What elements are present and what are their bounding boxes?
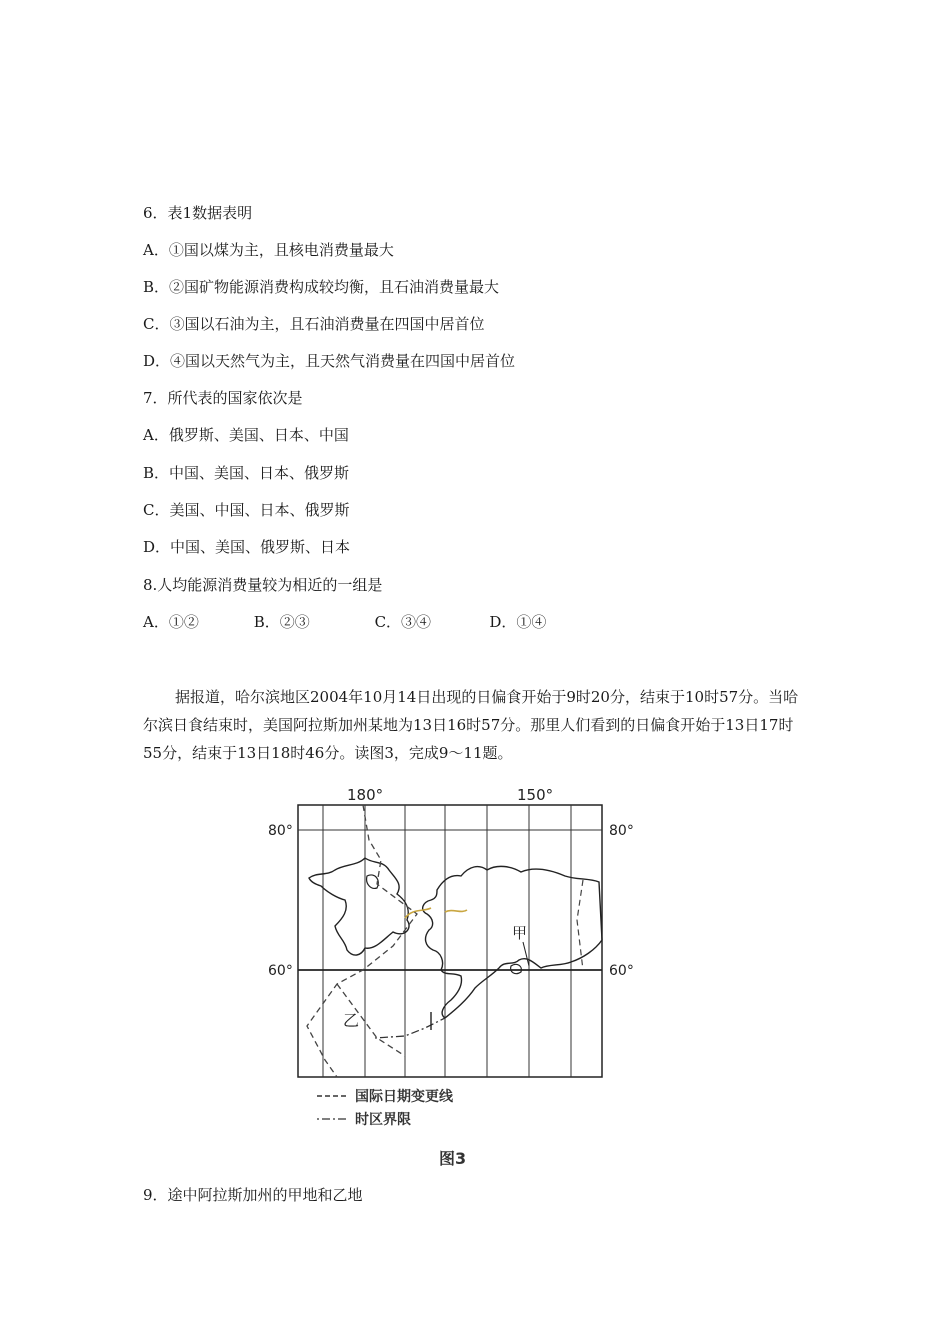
figure-3 [265, 780, 645, 1175]
map-figure [265, 780, 645, 1175]
legend-timezone-label: 时区界限 [355, 1112, 411, 1128]
lat-80-left-label: 80° [268, 823, 293, 839]
q7-option-d: D．中国、美国、俄罗斯、日本 [143, 538, 351, 556]
q6-option-d: D．④国以天然气为主，且天然气消费量在四国中居首位 [143, 352, 516, 370]
q7-stem: 7．所代表的国家依次是 [143, 389, 303, 407]
passage: 据报道，哈尔滨地区2004年10月14日出现的日偏食开始于9时20分，结束于10时57分。当哈尔滨日食结束时，美国阿拉斯加州某地为13日16时57分。那里人们看到的日偏食开始于13日17时55分，结束于13日18时46分。读图3，完成9～11题。 [143, 688, 799, 762]
q8-options [143, 612, 546, 632]
lon-180-label: 180° [347, 786, 384, 804]
lat-60-right-label: 60° [609, 963, 634, 979]
lat-80-right-label: 80° [609, 823, 634, 839]
place-yi-label: 乙 [343, 1011, 360, 1030]
q6-stem: 6．表1数据表明 [143, 204, 253, 222]
q7-option-a: A．俄罗斯、美国、日本、中国 [143, 426, 349, 444]
q8-option-d: D．①④ [489, 613, 547, 631]
lon-150-label: 150° [517, 786, 554, 804]
siberia-coast [309, 858, 409, 955]
q6-option-a: A．①国以煤为主，且核电消费量最大 [143, 241, 394, 259]
q8-option-a: A．①② [143, 613, 199, 631]
legend-dateline-label: 国际日期变更线 [355, 1089, 453, 1105]
q8-option-c: C．③④ [374, 613, 432, 631]
meridians [323, 805, 571, 1077]
q7-option-b: B．中国、美国、日本、俄罗斯 [143, 464, 350, 482]
q9-stem: 9．途中阿拉斯加州的甲地和乙地 [143, 1186, 363, 1204]
q6-option-b: B．②国矿物能源消费构成较均衡，且石油消费量最大 [143, 278, 500, 296]
timezone-boundary [375, 1018, 445, 1038]
q6-option-c: C．③国以石油为主，且石油消费量在四国中居首位 [143, 315, 485, 333]
q7-option-c: C．美国、中国、日本、俄罗斯 [143, 501, 350, 519]
lat-60-left-label: 60° [268, 963, 293, 979]
alaska-coast [423, 866, 602, 1018]
place-jia-label: 甲 [512, 924, 528, 942]
q8-option-b: B．②③ [253, 613, 310, 631]
figure-caption: 图3 [439, 1149, 467, 1168]
q8-stem: 8.人均能源消费量较为相近的一组是 [143, 576, 383, 594]
